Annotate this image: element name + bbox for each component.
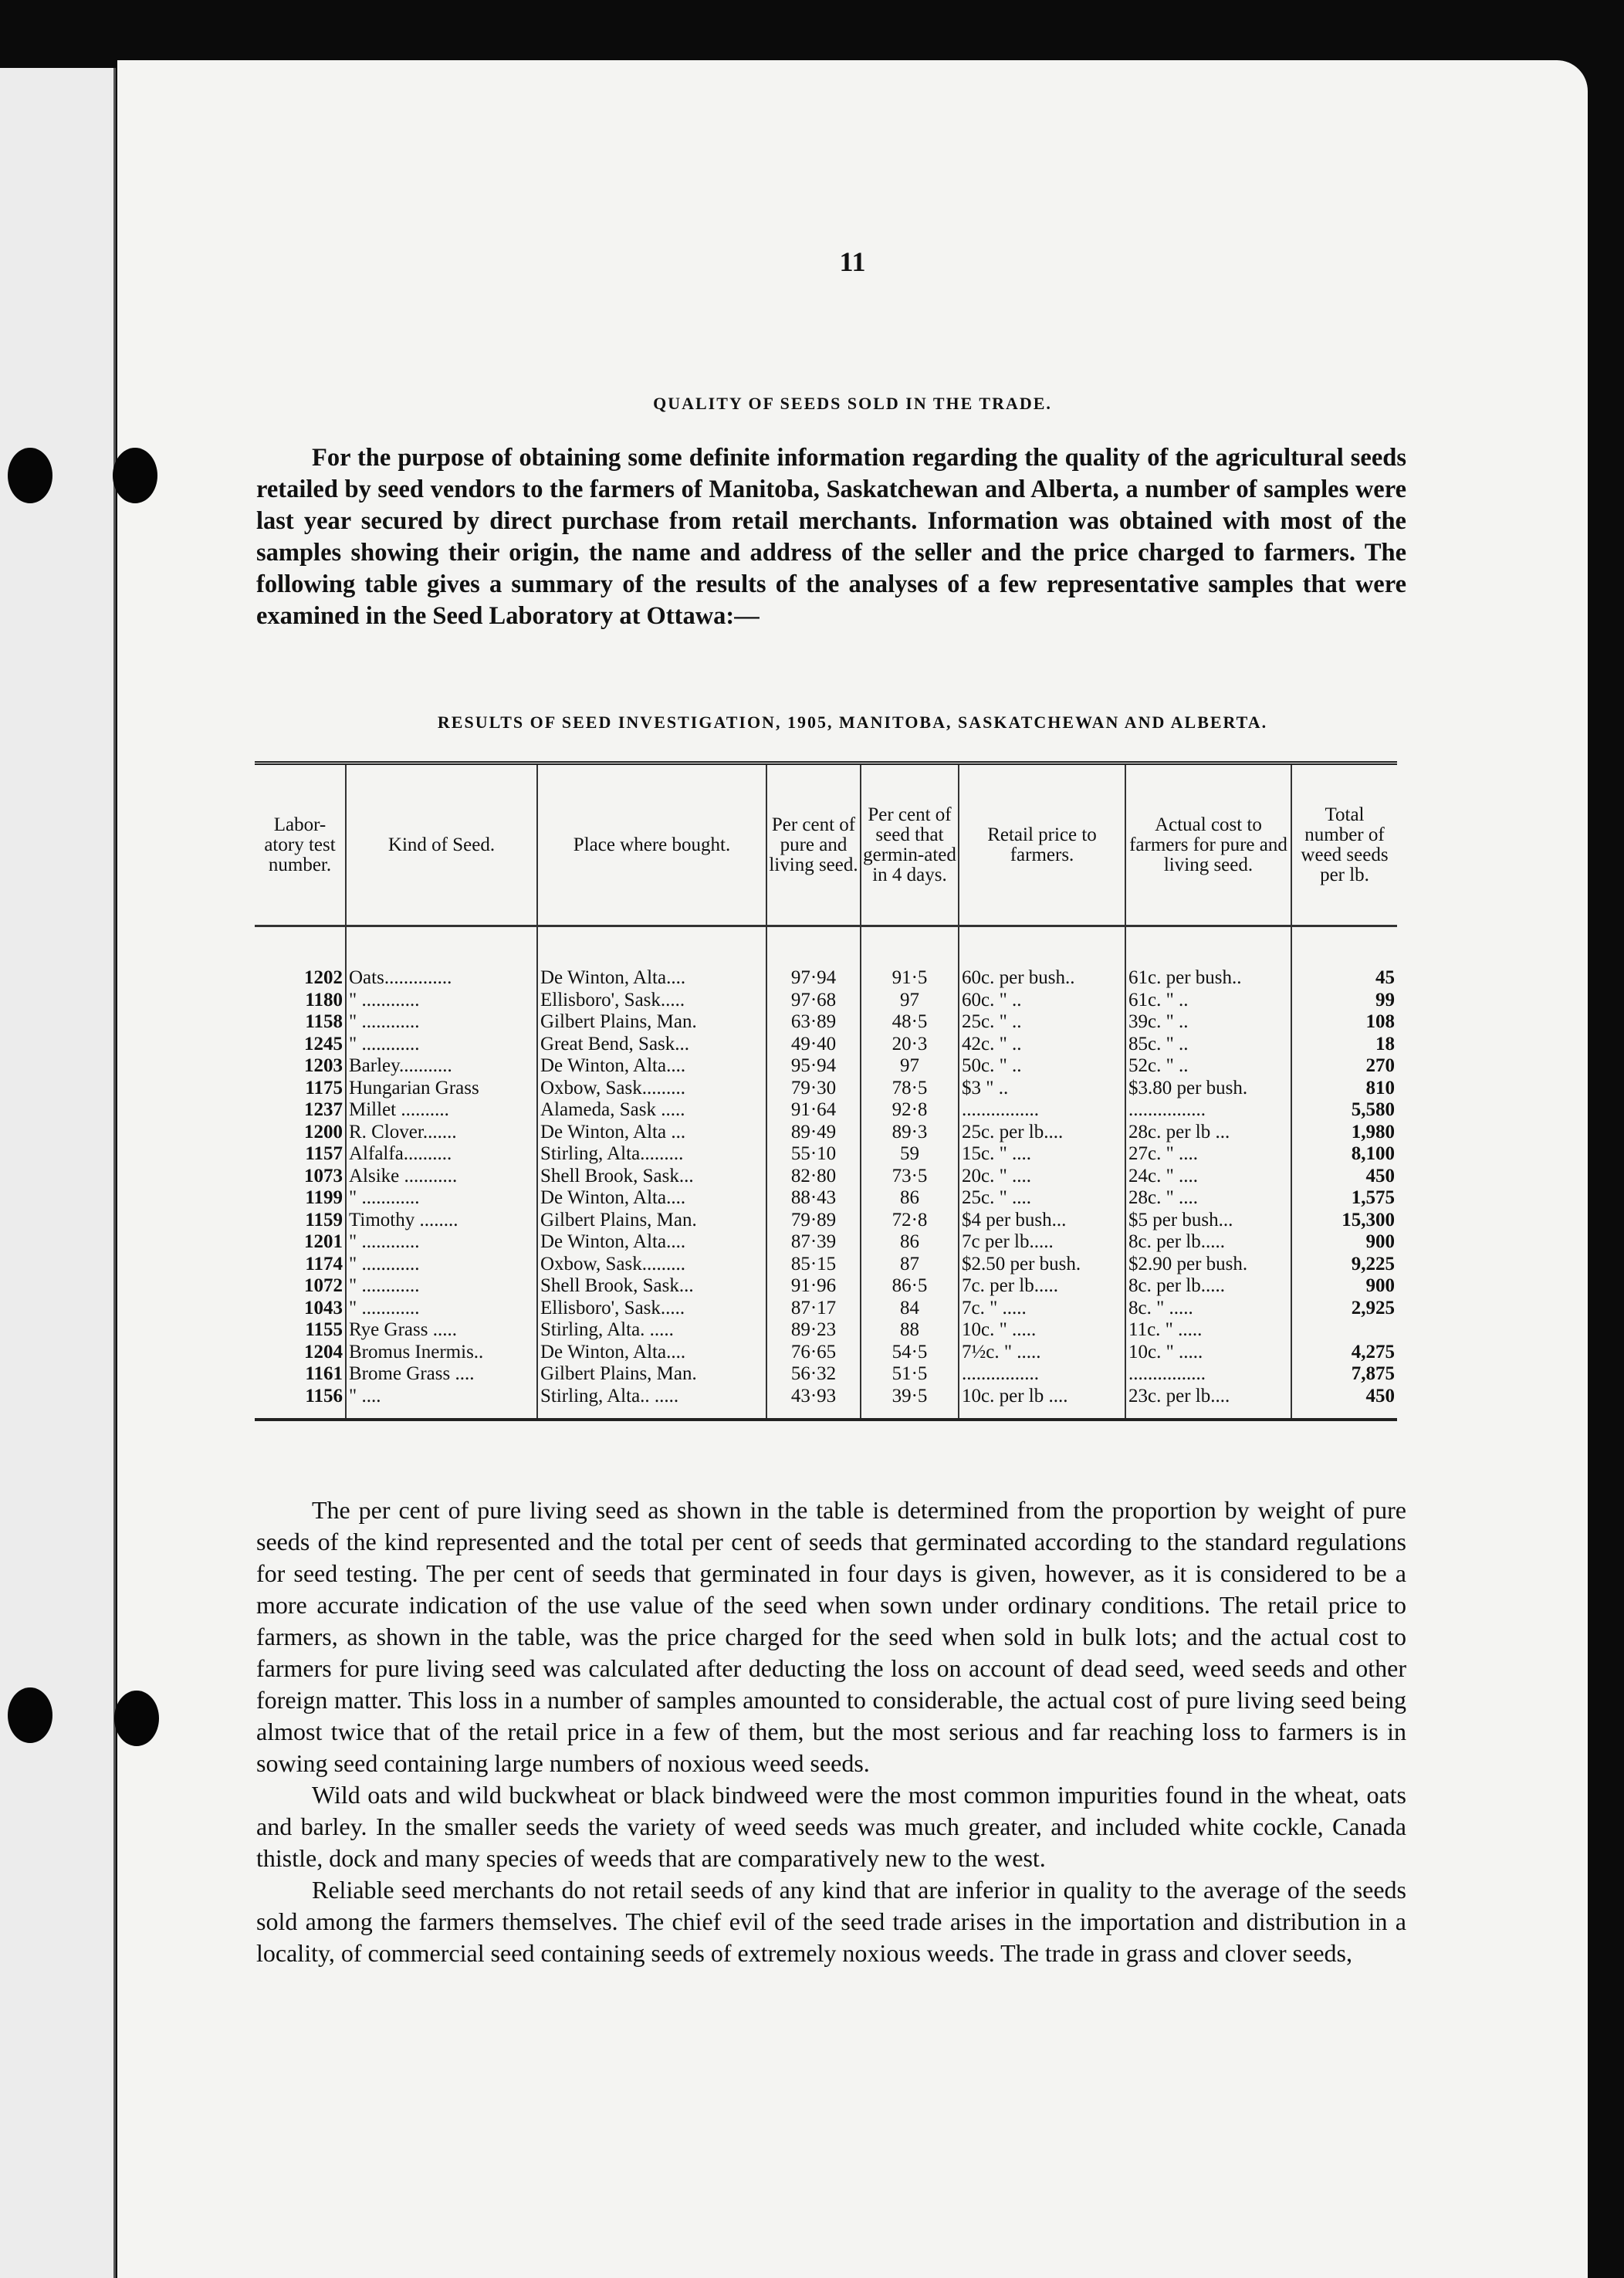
spacer-cell bbox=[537, 1407, 766, 1418]
page-number: 11 bbox=[839, 246, 866, 277]
table-row bbox=[255, 1034, 1397, 1056]
cell-lab-number: 1237 bbox=[304, 1099, 343, 1120]
cell-weed-seeds: 2,925 bbox=[1291, 1298, 1397, 1320]
cell-actual-cost: 28c. per lb ... bbox=[1125, 1122, 1291, 1144]
cell-place-bought: Stirling, Alta......... bbox=[537, 1143, 766, 1166]
cell-actual-cost: 24c. " .... bbox=[1125, 1166, 1291, 1188]
cell-germinated: 78·5 bbox=[861, 1078, 959, 1100]
cell-retail-price: $4 per bush... bbox=[959, 1210, 1125, 1232]
cell-actual-cost: 39c. " .. bbox=[1125, 1011, 1291, 1034]
cell-weed-seeds: 1,980 bbox=[1291, 1122, 1397, 1144]
spacer-cell bbox=[1125, 926, 1291, 968]
cell-pure-living: 97·94 bbox=[766, 967, 861, 990]
cell-lab-number: 1043 bbox=[304, 1297, 343, 1318]
cell-retail-price: 7½c. " ..... bbox=[959, 1342, 1125, 1364]
body-text bbox=[256, 1494, 1406, 1969]
cell-place-bought: Alameda, Sask ..... bbox=[537, 1099, 766, 1122]
cell-place-bought: Stirling, Alta. ..... bbox=[537, 1319, 766, 1342]
cell-place-bought: Shell Brook, Sask... bbox=[537, 1275, 766, 1298]
cell-pure-living: 88·43 bbox=[766, 1187, 861, 1210]
adjacent-page-edge bbox=[0, 68, 116, 2278]
cell-weed-seeds: 5,580 bbox=[1291, 1099, 1397, 1122]
cell-pure-living: 79·30 bbox=[766, 1078, 861, 1100]
table-row bbox=[255, 1298, 1397, 1320]
cell-lab-number: 1175 bbox=[305, 1077, 343, 1098]
spacer-cell bbox=[861, 1407, 959, 1418]
cell-pure-living: 87·17 bbox=[766, 1298, 861, 1320]
cell-kind-of-seed: Millet .......... bbox=[346, 1099, 537, 1122]
cell-weed-seeds: 270 bbox=[1291, 1055, 1397, 1078]
header-lab-number: Labor-atory test number. bbox=[255, 765, 346, 926]
cell-lab-number: 1159 bbox=[305, 1209, 343, 1230]
cell-actual-cost: 27c. " .... bbox=[1125, 1143, 1291, 1166]
cell-pure-living: 87·39 bbox=[766, 1231, 861, 1254]
cell-germinated: 86 bbox=[861, 1187, 959, 1210]
table-row bbox=[255, 967, 1397, 990]
cell-pure-living: 55·10 bbox=[766, 1143, 861, 1166]
cell-place-bought: Ellisboro', Sask..... bbox=[537, 1298, 766, 1320]
cell-kind-of-seed: " ............ bbox=[346, 1187, 537, 1210]
cell-actual-cost: 28c. " .... bbox=[1125, 1187, 1291, 1210]
cell-retail-price: 50c. " .. bbox=[959, 1055, 1125, 1078]
spacer-cell bbox=[861, 926, 959, 968]
cell-germinated: 51·5 bbox=[861, 1363, 959, 1386]
cell-retail-price: 10c. per lb .... bbox=[959, 1386, 1125, 1408]
cell-germinated: 89·3 bbox=[861, 1122, 959, 1144]
cell-retail-price: 25c. " .. bbox=[959, 1011, 1125, 1034]
cell-kind-of-seed: R. Clover....... bbox=[346, 1122, 537, 1144]
cell-actual-cost: 85c. " .. bbox=[1125, 1034, 1291, 1056]
cell-kind-of-seed: Alsike ........... bbox=[346, 1166, 537, 1188]
cell-lab-number: 1157 bbox=[305, 1143, 343, 1164]
table-row bbox=[255, 1386, 1397, 1408]
cell-weed-seeds: 45 bbox=[1291, 967, 1397, 990]
cell-retail-price: ................ bbox=[959, 1099, 1125, 1122]
cell-weed-seeds: 15,300 bbox=[1291, 1210, 1397, 1232]
cell-place-bought: De Winton, Alta.... bbox=[537, 1342, 766, 1364]
header-pure-living: Per cent of pure and living seed. bbox=[766, 765, 861, 926]
spacer-cell bbox=[255, 1407, 346, 1418]
cell-retail-price: 60c. per bush.. bbox=[959, 967, 1125, 990]
table-row bbox=[255, 1078, 1397, 1100]
table-row bbox=[255, 1254, 1397, 1276]
cell-pure-living: 91·96 bbox=[766, 1275, 861, 1298]
cell-actual-cost: 61c. " .. bbox=[1125, 990, 1291, 1012]
cell-lab-number: 1203 bbox=[304, 1055, 343, 1076]
cell-retail-price: $2.50 per bush. bbox=[959, 1254, 1125, 1276]
cell-weed-seeds: 450 bbox=[1291, 1166, 1397, 1188]
cell-retail-price: 10c. " ..... bbox=[959, 1319, 1125, 1342]
cell-actual-cost: $2.90 per bush. bbox=[1125, 1254, 1291, 1276]
spacer-cell bbox=[959, 926, 1125, 968]
cell-germinated: 54·5 bbox=[861, 1342, 959, 1364]
cell-place-bought: De Winton, Alta.... bbox=[537, 967, 766, 990]
spacer-cell bbox=[346, 1407, 537, 1418]
table-body bbox=[255, 926, 1397, 1419]
table-caption: RESULTS OF SEED INVESTIGATION, 1905, MANITOBA, SASKATCHEWAN AND ALBERTA. bbox=[437, 713, 1268, 732]
paragraph: The per cent of pure living seed as shown in the table is determined from the proportion by weight of pure seeds of the kind represented and the total per cent of seeds that germinated according to the standard regulations for seed testing. The per cent of seeds that germinated in four days is given, however, as it is considered to be a more accurate indication of the use value of the seed when sown under ordinary conditions. The retail price to farmers, as shown in the table, was the price charged for the seed when sold in bulk lots; and the actual cost to farmers for pure living seed was calculated after deducting the loss on account of dead seed, weed seeds and other foreign matter. This loss in a number of samples amounted to considerable, the actual cost of pure living seed being almost twice that of the retail price in a few of them, but the most serious and far reaching loss to farmers is in sowing seed containing large numbers of noxious weed seeds. bbox=[256, 1496, 1406, 1777]
cell-weed-seeds: 9,225 bbox=[1291, 1254, 1397, 1276]
section-title: QUALITY OF SEEDS SOLD IN THE TRADE. bbox=[653, 394, 1052, 413]
cell-place-bought: Gilbert Plains, Man. bbox=[537, 1011, 766, 1034]
cell-actual-cost: 8c. " ..... bbox=[1125, 1298, 1291, 1320]
cell-kind-of-seed: Brome Grass .... bbox=[346, 1363, 537, 1386]
cell-place-bought: Shell Brook, Sask... bbox=[537, 1166, 766, 1188]
cell-lab-number: 1161 bbox=[305, 1363, 343, 1384]
cell-lab-number: 1156 bbox=[305, 1385, 343, 1406]
table-spacer-row bbox=[255, 926, 1397, 968]
cell-retail-price: 60c. " .. bbox=[959, 990, 1125, 1012]
cell-germinated: 92·8 bbox=[861, 1099, 959, 1122]
cell-place-bought: Stirling, Alta.. ..... bbox=[537, 1386, 766, 1408]
cell-pure-living: 97·68 bbox=[766, 990, 861, 1012]
header-weed-seeds: Total number of weed seeds per lb. bbox=[1291, 765, 1397, 926]
seed-results-table bbox=[255, 761, 1397, 1421]
cell-weed-seeds: 450 bbox=[1291, 1386, 1397, 1408]
table-row bbox=[255, 1363, 1397, 1386]
cell-germinated: 86·5 bbox=[861, 1275, 959, 1298]
cell-retail-price: 7c. " ..... bbox=[959, 1298, 1125, 1320]
cell-actual-cost: 8c. per lb..... bbox=[1125, 1231, 1291, 1254]
cell-retail-price: 7c per lb..... bbox=[959, 1231, 1125, 1254]
cell-kind-of-seed: " ............ bbox=[346, 1034, 537, 1056]
cell-actual-cost: 23c. per lb.... bbox=[1125, 1386, 1291, 1408]
table-spacer-row bbox=[255, 1407, 1397, 1418]
cell-pure-living: 91·64 bbox=[766, 1099, 861, 1122]
header-germinated: Per cent of seed that germin-ated in 4 days. bbox=[861, 765, 959, 926]
cell-kind-of-seed: Barley........... bbox=[346, 1055, 537, 1078]
binding-hole-left-bottom bbox=[8, 1687, 52, 1743]
table-row bbox=[255, 1011, 1397, 1034]
table-row bbox=[255, 1342, 1397, 1364]
paragraph: Reliable seed merchants do not retail seeds of any kind that are inferior in quality to the average of the seeds sold among the farmers themselves. The chief evil of the seed trade arises in the importation and distribution in a locality, of commercial seed containing seeds of extremely noxious weeds. The trade in grass and clover seeds, bbox=[256, 1876, 1406, 1967]
cell-place-bought: De Winton, Alta.... bbox=[537, 1055, 766, 1078]
cell-germinated: 48·5 bbox=[861, 1011, 959, 1034]
cell-place-bought: Oxbow, Sask......... bbox=[537, 1254, 766, 1276]
cell-kind-of-seed: " ............ bbox=[346, 1275, 537, 1298]
binding-hole-right-top bbox=[113, 448, 157, 503]
cell-germinated: 97 bbox=[861, 1055, 959, 1078]
cell-actual-cost: 11c. " ..... bbox=[1125, 1319, 1291, 1342]
cell-germinated: 39·5 bbox=[861, 1386, 959, 1408]
cell-pure-living: 76·65 bbox=[766, 1342, 861, 1364]
intro-paragraph: For the purpose of obtaining some definite information regarding the quality of the agricultural seeds retailed by seed vendors to the farmers of Manitoba, Saskatchewan and Alberta, a number of samples were last year secured by direct purchase from retail merchants. Information was obtained with most of the samples showing their origin, the name and address of the seller and the price charged to farmers. The following table gives a summary of the results of the analyses of a few representative samples that were examined in the Seed Laboratory at Ottawa:— bbox=[256, 444, 1406, 630]
cell-actual-cost: $3.80 per bush. bbox=[1125, 1078, 1291, 1100]
spacer-cell bbox=[1291, 926, 1397, 968]
cell-pure-living: 49·40 bbox=[766, 1034, 861, 1056]
spacer-cell bbox=[1291, 1407, 1397, 1418]
cell-actual-cost: 61c. per bush.. bbox=[1125, 967, 1291, 990]
header-kind-of-seed: Kind of Seed. bbox=[346, 765, 537, 926]
table-row bbox=[255, 1210, 1397, 1232]
spacer-cell bbox=[537, 926, 766, 968]
cell-germinated: 88 bbox=[861, 1319, 959, 1342]
cell-lab-number: 1202 bbox=[304, 967, 343, 988]
cell-lab-number: 1199 bbox=[305, 1187, 343, 1208]
cell-pure-living: 63·89 bbox=[766, 1011, 861, 1034]
cell-weed-seeds: 18 bbox=[1291, 1034, 1397, 1056]
table-row bbox=[255, 1166, 1397, 1188]
cell-kind-of-seed: " ............ bbox=[346, 1298, 537, 1320]
cell-place-bought: Ellisboro', Sask..... bbox=[537, 990, 766, 1012]
cell-kind-of-seed: Rye Grass ..... bbox=[346, 1319, 537, 1342]
cell-weed-seeds: 900 bbox=[1291, 1275, 1397, 1298]
spacer-cell bbox=[346, 926, 537, 968]
document-page bbox=[117, 60, 1588, 2278]
cell-place-bought: De Winton, Alta ... bbox=[537, 1122, 766, 1144]
cell-kind-of-seed: Hungarian Grass bbox=[346, 1078, 537, 1100]
table-row bbox=[255, 1231, 1397, 1254]
cell-pure-living: 89·49 bbox=[766, 1122, 861, 1144]
cell-actual-cost: ................ bbox=[1125, 1363, 1291, 1386]
cell-germinated: 59 bbox=[861, 1143, 959, 1166]
cell-retail-price: 20c. " .... bbox=[959, 1166, 1125, 1188]
cell-weed-seeds: 8,100 bbox=[1291, 1143, 1397, 1166]
cell-pure-living: 82·80 bbox=[766, 1166, 861, 1188]
cell-weed-seeds: 4,275 bbox=[1291, 1342, 1397, 1364]
cell-retail-price: 25c. " .... bbox=[959, 1187, 1125, 1210]
header-place-bought: Place where bought. bbox=[537, 765, 766, 926]
cell-lab-number: 1155 bbox=[305, 1319, 343, 1340]
cell-weed-seeds: 108 bbox=[1291, 1011, 1397, 1034]
cell-place-bought: Oxbow, Sask......... bbox=[537, 1078, 766, 1100]
cell-kind-of-seed: Alfalfa.......... bbox=[346, 1143, 537, 1166]
cell-weed-seeds: 7,875 bbox=[1291, 1363, 1397, 1386]
cell-weed-seeds: 1,575 bbox=[1291, 1187, 1397, 1210]
cell-kind-of-seed: Oats.............. bbox=[346, 967, 537, 990]
cell-place-bought: De Winton, Alta.... bbox=[537, 1187, 766, 1210]
spacer-cell bbox=[959, 1407, 1125, 1418]
cell-kind-of-seed: " ............ bbox=[346, 1231, 537, 1254]
cell-actual-cost: 52c. " .. bbox=[1125, 1055, 1291, 1078]
cell-pure-living: 85·15 bbox=[766, 1254, 861, 1276]
paragraph: Wild oats and wild buckwheat or black bindweed were the most common impurities found in the wheat, oats and barley. In the smaller seeds the variety of weed seeds was much greater, and included white cockle, Canada thistle, dock and many species of weeds that are comparatively new to the west. bbox=[256, 1781, 1406, 1872]
cell-kind-of-seed: " ............ bbox=[346, 1011, 537, 1034]
cell-pure-living: 89·23 bbox=[766, 1319, 861, 1342]
table-row bbox=[255, 1099, 1397, 1122]
table-row bbox=[255, 1122, 1397, 1144]
cell-place-bought: Great Bend, Sask... bbox=[537, 1034, 766, 1056]
cell-germinated: 84 bbox=[861, 1298, 959, 1320]
cell-actual-cost: $5 per bush... bbox=[1125, 1210, 1291, 1232]
cell-retail-price: ................ bbox=[959, 1363, 1125, 1386]
table-row bbox=[255, 1319, 1397, 1342]
cell-place-bought: De Winton, Alta.... bbox=[537, 1231, 766, 1254]
header-retail-price: Retail price to farmers. bbox=[959, 765, 1125, 926]
cell-germinated: 72·8 bbox=[861, 1210, 959, 1232]
cell-germinated: 73·5 bbox=[861, 1166, 959, 1188]
cell-weed-seeds: 99 bbox=[1291, 990, 1397, 1012]
cell-place-bought: Gilbert Plains, Man. bbox=[537, 1363, 766, 1386]
table-header-row bbox=[255, 765, 1397, 926]
cell-actual-cost: ................ bbox=[1125, 1099, 1291, 1122]
cell-pure-living: 56·32 bbox=[766, 1363, 861, 1386]
cell-germinated: 87 bbox=[861, 1254, 959, 1276]
spacer-cell bbox=[1125, 1407, 1291, 1418]
table-row bbox=[255, 1275, 1397, 1298]
spacer-cell bbox=[255, 926, 346, 968]
cell-pure-living: 79·89 bbox=[766, 1210, 861, 1232]
cell-lab-number: 1204 bbox=[304, 1341, 343, 1362]
cell-place-bought: Gilbert Plains, Man. bbox=[537, 1210, 766, 1232]
table-row bbox=[255, 990, 1397, 1012]
header-actual-cost: Actual cost to farmers for pure and living seed. bbox=[1125, 765, 1291, 926]
cell-pure-living: 95·94 bbox=[766, 1055, 861, 1078]
cell-lab-number: 1200 bbox=[304, 1121, 343, 1142]
cell-weed-seeds bbox=[1291, 1319, 1397, 1342]
cell-retail-price: 15c. " .... bbox=[959, 1143, 1125, 1166]
cell-kind-of-seed: " ............ bbox=[346, 990, 537, 1012]
table-row bbox=[255, 1187, 1397, 1210]
cell-weed-seeds: 810 bbox=[1291, 1078, 1397, 1100]
cell-lab-number: 1201 bbox=[304, 1231, 343, 1252]
cell-kind-of-seed: Timothy ........ bbox=[346, 1210, 537, 1232]
cell-pure-living: 43·93 bbox=[766, 1386, 861, 1408]
cell-lab-number: 1072 bbox=[304, 1275, 343, 1296]
cell-germinated: 91·5 bbox=[861, 967, 959, 990]
cell-kind-of-seed: " ............ bbox=[346, 1254, 537, 1276]
table-row bbox=[255, 1055, 1397, 1078]
cell-germinated: 97 bbox=[861, 990, 959, 1012]
cell-actual-cost: 10c. " ..... bbox=[1125, 1342, 1291, 1364]
binding-hole-right-bottom bbox=[114, 1691, 159, 1746]
spacer-cell bbox=[766, 1407, 861, 1418]
cell-retail-price: 25c. per lb.... bbox=[959, 1122, 1125, 1144]
cell-weed-seeds: 900 bbox=[1291, 1231, 1397, 1254]
cell-kind-of-seed: Bromus Inermis.. bbox=[346, 1342, 537, 1364]
cell-germinated: 86 bbox=[861, 1231, 959, 1254]
cell-germinated: 20·3 bbox=[861, 1034, 959, 1056]
cell-actual-cost: 8c. per lb..... bbox=[1125, 1275, 1291, 1298]
spacer-cell bbox=[766, 926, 861, 968]
cell-lab-number: 1158 bbox=[305, 1011, 343, 1032]
cell-retail-price: 42c. " .. bbox=[959, 1034, 1125, 1056]
cell-lab-number: 1245 bbox=[304, 1033, 343, 1054]
cell-kind-of-seed: " .... bbox=[346, 1386, 537, 1408]
cell-retail-price: 7c. per lb..... bbox=[959, 1275, 1125, 1298]
cell-retail-price: $3 " .. bbox=[959, 1078, 1125, 1100]
table-row bbox=[255, 1143, 1397, 1166]
cell-lab-number: 1174 bbox=[305, 1253, 343, 1274]
cell-lab-number: 1073 bbox=[304, 1165, 343, 1186]
cell-lab-number: 1180 bbox=[305, 989, 343, 1010]
binding-hole-left-top bbox=[8, 448, 52, 503]
